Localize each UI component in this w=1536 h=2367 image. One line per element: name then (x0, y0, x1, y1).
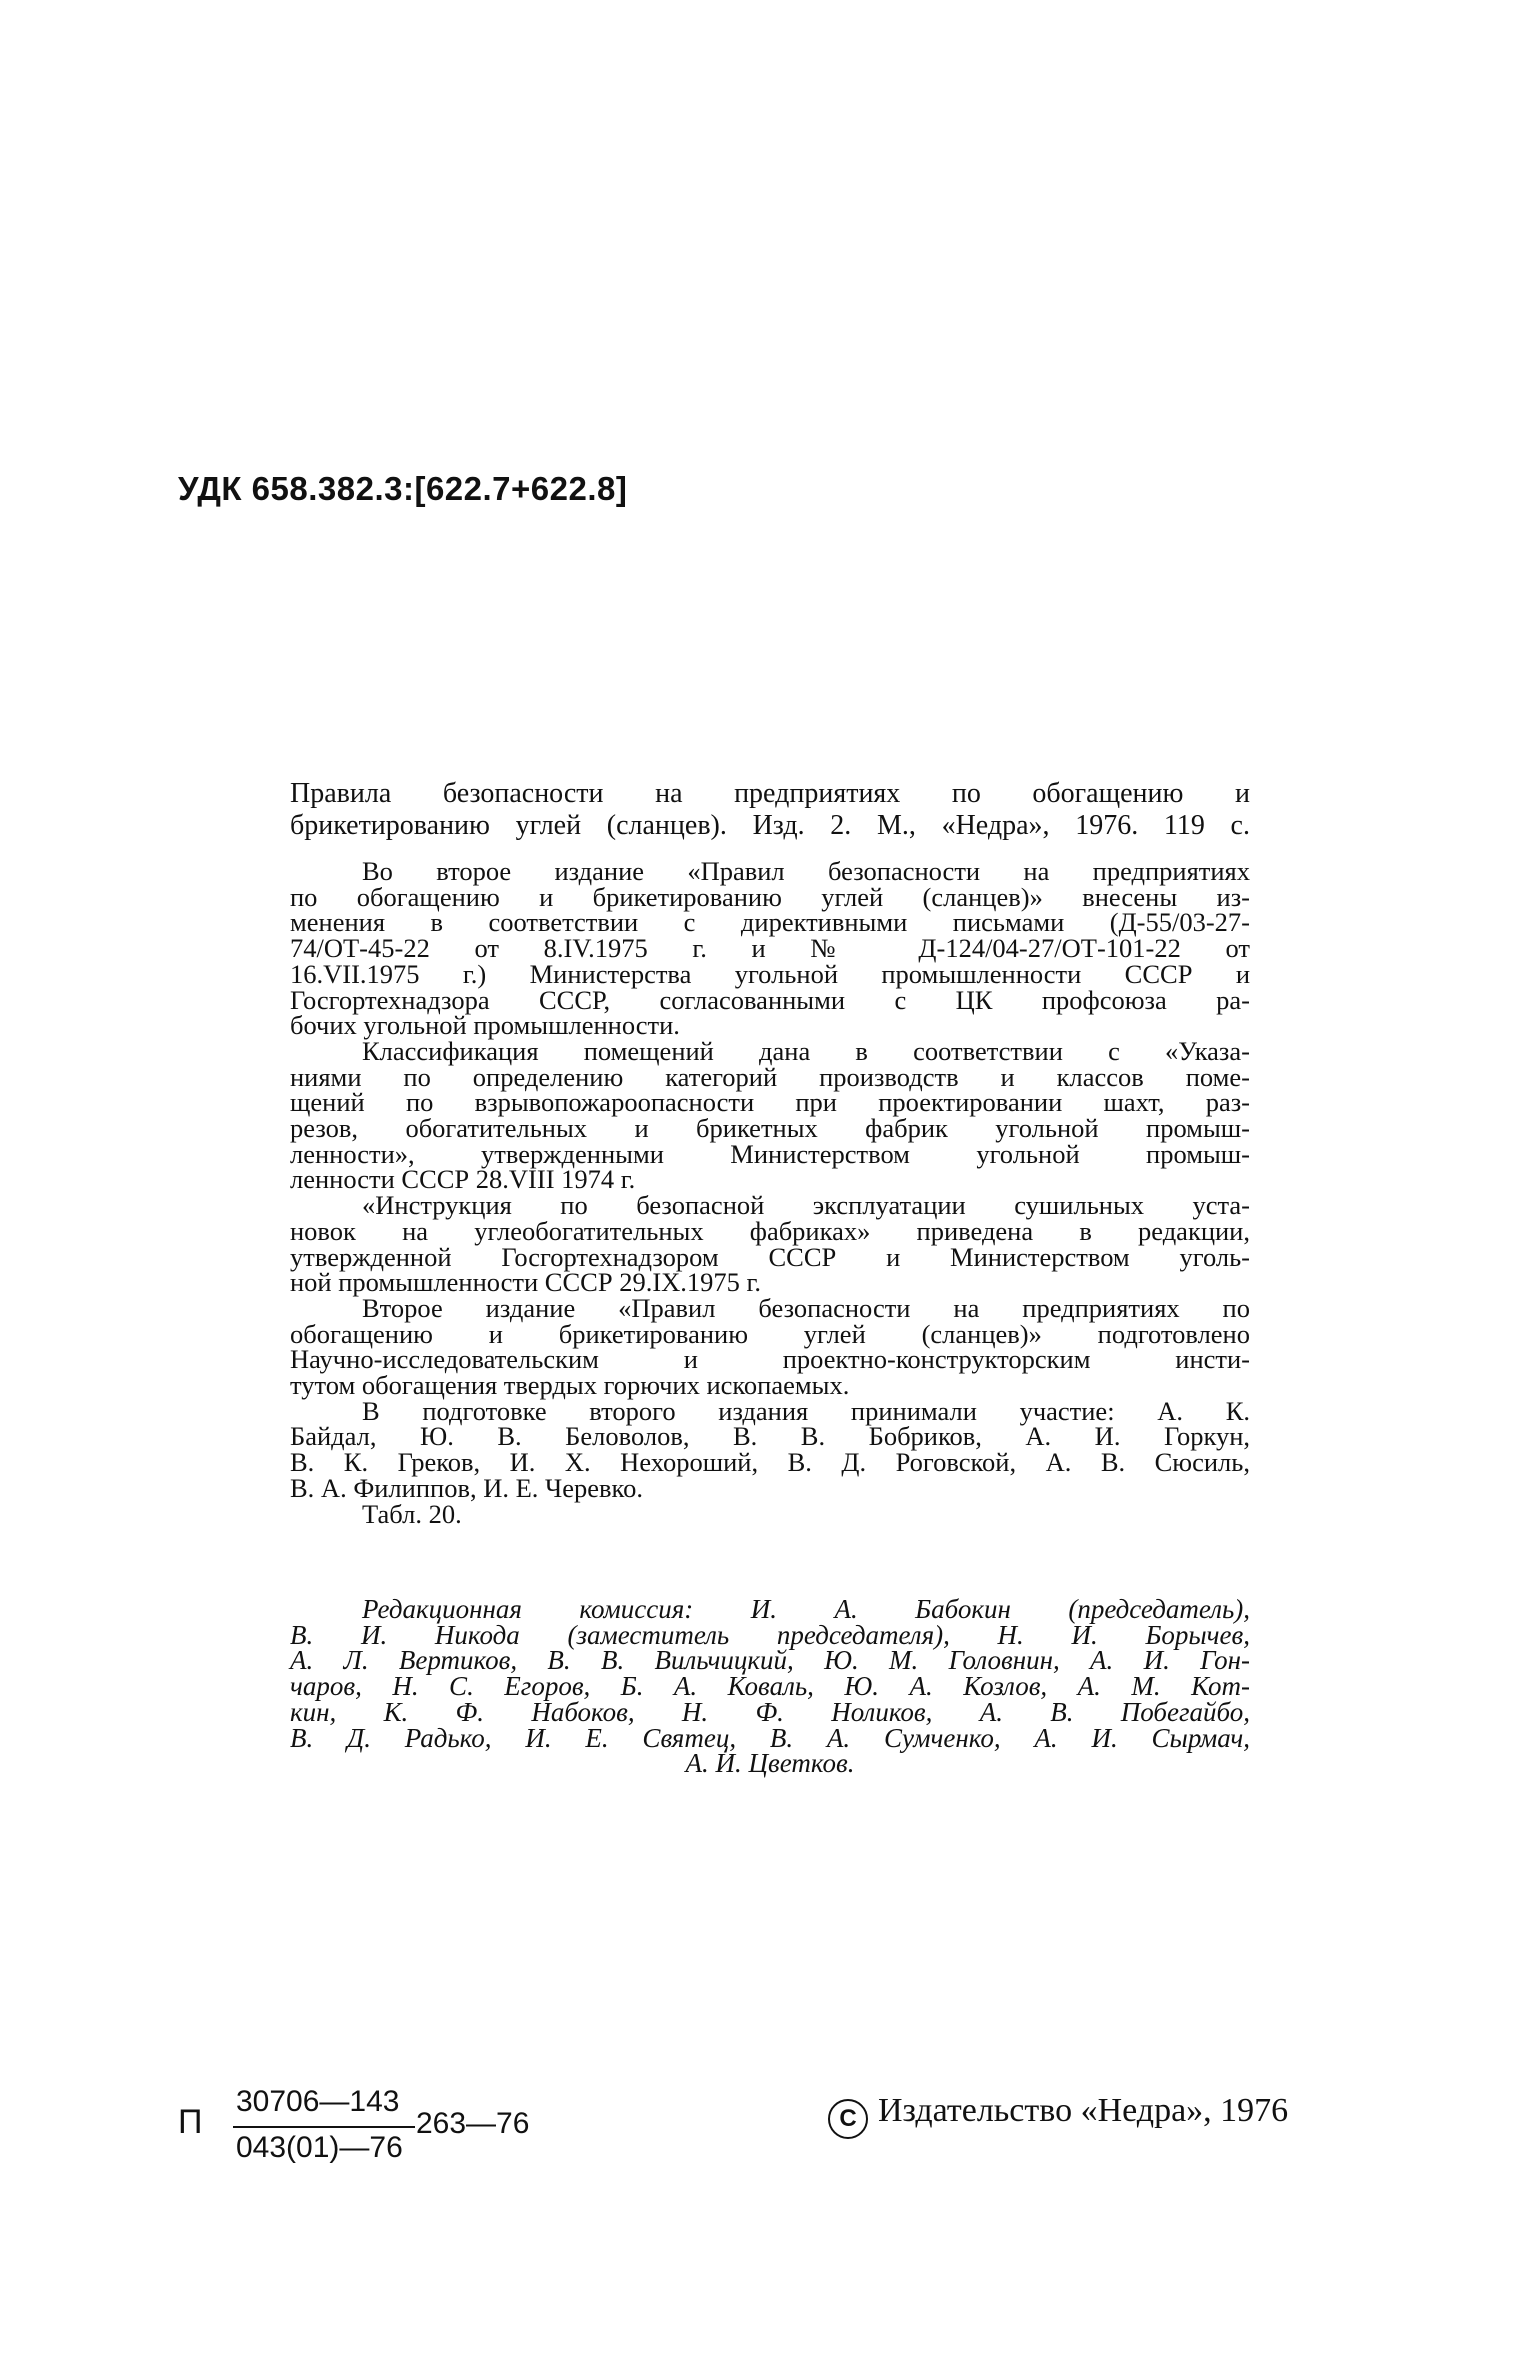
paragraph-prepared-by (290, 1292, 1250, 1401)
text-line: утвержденной Госгортехнадзором СССР и Министерством уголь- (290, 1241, 1250, 1272)
editors-line: В. Д. Радько, И. Е. Святец, В. А. Сумченко, А. И. Сырмач, (290, 1722, 1250, 1753)
paragraph-contributors (290, 1395, 1250, 1503)
annotation-text (290, 856, 1250, 1529)
text-line: менения в соответствии с директивными письмами (Д-55/03-27- (290, 907, 1250, 938)
copyright-notice (828, 2092, 1288, 2139)
text-line: 74/ОТ-45-22 от 8.IV.1975 г. и № Д-124/04-27/ОТ-101-22 от (290, 933, 1250, 964)
paragraph-second-edition (290, 856, 1250, 1041)
text-line: Во второе издание «Правил безопасности на предприятиях (362, 856, 1250, 886)
text-line: ной промышленности СССР 29.IX.1975 г. (290, 1267, 762, 1298)
text-line: резов, обогатительных и брикетных фабрик угольной промыш- (290, 1113, 1250, 1144)
text-line: Госгортехнадзора СССР, согласованными с ЦК профсоюза ра- (290, 984, 1250, 1015)
editors-line: В. И. Никода (заместитель председателя), Н. И. Борычев, (290, 1619, 1250, 1650)
text-line: «Инструкция по безопасной эксплуатации сушильных уста- (362, 1190, 1250, 1221)
publication-code (178, 2085, 598, 2175)
paragraph-classification (290, 1035, 1250, 1195)
reference-line: Правила безопасности на предприятиях по обогащению и (290, 778, 1250, 809)
paragraph-tables (290, 1498, 1250, 1529)
text-line: В. А. Филиппов, И. Е. Черевко. (290, 1472, 643, 1503)
paragraph-instruction (290, 1190, 1250, 1298)
code-suffix: 263—76 (416, 2107, 530, 2140)
text-line: Табл. 20. (362, 1498, 462, 1529)
text-line: Байдал, Ю. В. Беловолов, В. В. Бобриков, А. И. Горкун, (290, 1421, 1250, 1452)
copyright-icon: C (828, 2099, 868, 2139)
udk-code: УДК 658.382.3:[622.7+622.8] (178, 470, 628, 507)
text-line: по обогащению и брикетированию углей (сланцев)» внесены из- (290, 881, 1250, 912)
code-numerator: 30706—143 (236, 2085, 400, 2118)
text-line: Научно-исследовательским и проектно-конструкторским инсти- (290, 1344, 1250, 1375)
text-line: новок на углеобогатительных фабриках» приведена в редакции, (290, 1215, 1250, 1246)
editors-line: кин, К. Ф. Набоков, Н. Ф. Ноликов, А. В. Побегайбо, (290, 1696, 1250, 1727)
text-line: ленности СССР 28.VIII 1974 г. (290, 1164, 636, 1195)
editors-line: Редакционная комиссия: И. А. Бабокин (председатель), (362, 1594, 1250, 1624)
text-line: щений по взрывопожароопасности при проектировании шахт, раз- (290, 1087, 1250, 1118)
text-line: В. К. Греков, И. Х. Нехороший, В. Д. Роговской, А. В. Сюсиль, (290, 1447, 1250, 1478)
editorial-board (290, 1594, 1250, 1779)
text-line: тутом обогащения твердых горючих ископаемых. (290, 1370, 850, 1401)
text-line: 16.VII.1975 г.) Министерства угольной промышленности СССР и (290, 958, 1250, 989)
fraction-bar (233, 2126, 415, 2128)
editors-line: А. Л. Вертиков, В. В. Вильчицкий, Ю. М. Головнин, А. И. Гон- (290, 1645, 1250, 1676)
text-line: В подготовке второго издания принимали участие: А. К. (362, 1395, 1250, 1426)
text-line: ленности», утвержденными Министерством угольной промыш- (290, 1138, 1250, 1169)
editors-line: А. И. Цветков. (685, 1748, 855, 1779)
code-prefix: П (178, 2103, 203, 2141)
text-line: бочих угольной промышленности. (290, 1010, 680, 1041)
editors-line: чаров, Н. С. Егоров, Б. А. Коваль, Ю. А. Козлов, А. М. Кот- (290, 1671, 1250, 1702)
code-denominator: 043(01)—76 (236, 2131, 403, 2164)
reference-line: брикетированию углей (сланцев). Изд. 2. М., «Недра», 1976. 119 с. (290, 810, 1250, 841)
text-line: Классификация помещений дана в соответствии с «Указа- (362, 1035, 1250, 1066)
bibliographic-reference (290, 778, 1250, 842)
text-line: Второе издание «Правил безопасности на предприятиях по (362, 1292, 1250, 1323)
copyright-text: Издательство «Недра», 1976 (878, 2092, 1289, 2129)
text-line: обогащению и брикетированию углей (сланцев)» подготовлено (290, 1318, 1250, 1349)
text-line: ниями по определению категорий производств и классов поме- (290, 1061, 1250, 1092)
